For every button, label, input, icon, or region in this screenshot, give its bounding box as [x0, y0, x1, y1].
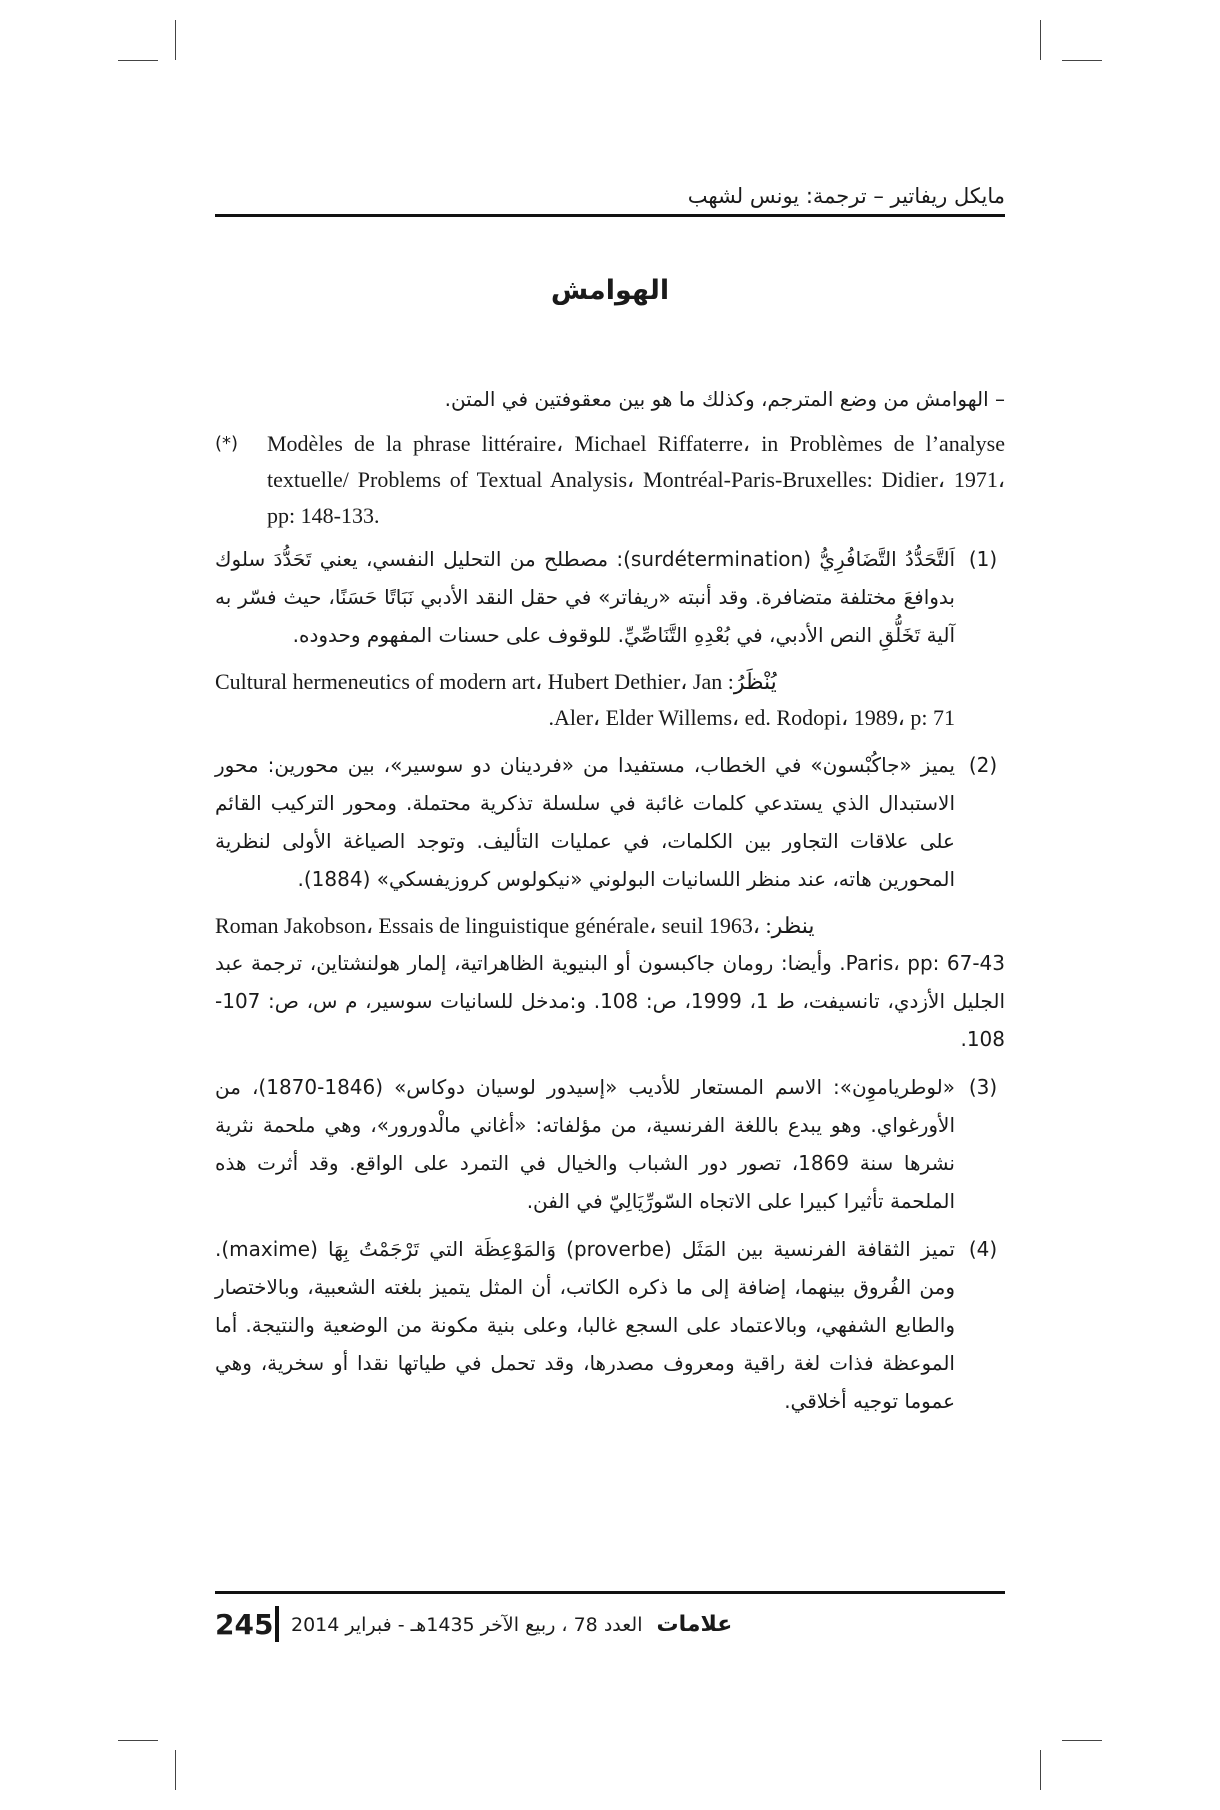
- crop-mark: [118, 60, 158, 61]
- running-head: مايكل ريفاتير – ترجمة: يونس لشهب: [687, 184, 1005, 208]
- note-2: [215, 746, 1005, 898]
- page-number: 245: [215, 1607, 274, 1641]
- note-number: (1): [968, 547, 998, 571]
- crop-mark: [1062, 1740, 1102, 1741]
- note-4: [215, 1230, 1005, 1420]
- note-text: «لوطرياموِن»: الاسم المستعار للأديب «إسيدور لوسيان دوكاس» (1846-1870)، من الأورغواي. وهو يبدع باللغة الفرنسية، من مؤلفاته: «أغاني مالْدورور»، وهي ملحمة نثرية نشرها سنة 1869، تصور دور الشباب والخيال في التمرد على الواقع. وقد أثرت هذه الملحمة تأثيرا كبيرا على الاتجاه السّورِّيَالِيّ في الفن.: [215, 1075, 955, 1213]
- note-marker: (*): [215, 433, 239, 454]
- footer-rule: [215, 1591, 1005, 1594]
- note-number: (3): [968, 1075, 998, 1099]
- note-reference: Roman Jakobson، Essais de linguistique générale، seuil 1963، :ينظر: [215, 913, 815, 938]
- note-reference: .Aler، Elder Willems، ed. Rodopi، 1989، p: 71: [548, 705, 955, 730]
- crop-mark: [175, 20, 176, 60]
- note-text: تميز الثقافة الفرنسية بين المَثَل (proverbe) وَالمَوْعِظَة التي تَرْجَمْتُ بِهَا (maxime). ومن الفُروق بينهما، إضافة إلى ما ذكره الكاتب، أن المثل يتميز بلغته الشعبية، وبالاختصار والطابع الشفهي، وبالاعتماد على السجع غالبا، وعلى بنية مكونة من الوضعية والنتيجة. أما الموعظة فذات لغة راقية ومعروف مصدرها، وقد تحمل في طياتها نقدا أو سخرية، وهي عموما توجيه أخلاقي.: [215, 1237, 955, 1413]
- journal-name: علامات: [656, 1611, 733, 1637]
- note-text: يميز «جاكُبْسون» في الخطاب، مستفيدا من «فردينان دو سوسير»، بين محورين: محور الاستبدال الذي يستدعي كلمات غائبة في سلسلة تذكرية محتملة. ومحور التركيب القائم على علاقات التجاور بين الكلمات، في عمليات التأليف. وتوجد الصياغة الأولى لنظرية المحورين هاته، عند منظر اللسانيات البولوني «نيكولوس كروزيفسكي» (1884).: [215, 753, 955, 891]
- issue-text: العدد 78 ، ربيع الآخر 1435هـ - فبراير 2014: [291, 1613, 643, 1636]
- crop-mark: [118, 1740, 158, 1741]
- note-text: Modèles de la phrase littéraire، Michael Riffaterre، in Problèmes de l’analyse textuelle/ Problems of Textual Analysis، Montréal-Paris-Bruxelles: Didier، 1971، pp: 148-133.: [267, 431, 1005, 528]
- issue-info: [291, 1612, 732, 1637]
- crop-mark: [1040, 20, 1041, 60]
- star-note: [215, 426, 1005, 534]
- note-reference: Paris، pp: 67-43. وأيضا: رومان جاكبسون أو البنيوية الظاهراتية، إلمار هولنشتاين، ترجمة عبد الجليل الأزدي، تانسيفت، ط 1، 1999، ص: 108. و:مدخل للسانيات سوسير، م س، ص: 107-108.: [215, 951, 1006, 1051]
- header-rule: [215, 214, 1005, 217]
- crop-mark: [1040, 1750, 1041, 1790]
- page: [215, 170, 1005, 1650]
- section-title: الهوامش: [550, 275, 670, 306]
- crop-mark: [175, 1750, 176, 1790]
- note-1: [215, 540, 1005, 654]
- note-3: [215, 1068, 1005, 1220]
- intro-note: – الهوامش من وضع المترجم، وكذلك ما هو بين معقوفتين في المتن.: [444, 387, 1005, 411]
- note-number: (2): [968, 753, 998, 777]
- note-number: (4): [968, 1237, 998, 1261]
- note-reference: Cultural hermeneutics of modern art، Hubert Dethier، Jan :يُنْظَرُ: [215, 669, 777, 694]
- footnotes: [215, 380, 1005, 1430]
- note-text: اَلتَّحَدُّدُ التَّضَافُرِيُّ (surdétermination): مصطلح من التحليل النفسي، يعني تَحَدُّدَ سلوك بدوافعَ مختلفة متضافرة. وقد أنبته «ريفاتر» في حقل النقد الأدبي نَبَاتًا حَسَنًا، حيث فسّر به آلية تَخَلُّقِ النص الأدبي، في بُعْدِهِ التَّنَاصِّيِّ. للوقوف على حسنات المفهوم وحدوده.: [215, 547, 956, 647]
- footer: [215, 1602, 1005, 1646]
- crop-mark: [1062, 60, 1102, 61]
- footer-divider: [275, 1606, 279, 1642]
